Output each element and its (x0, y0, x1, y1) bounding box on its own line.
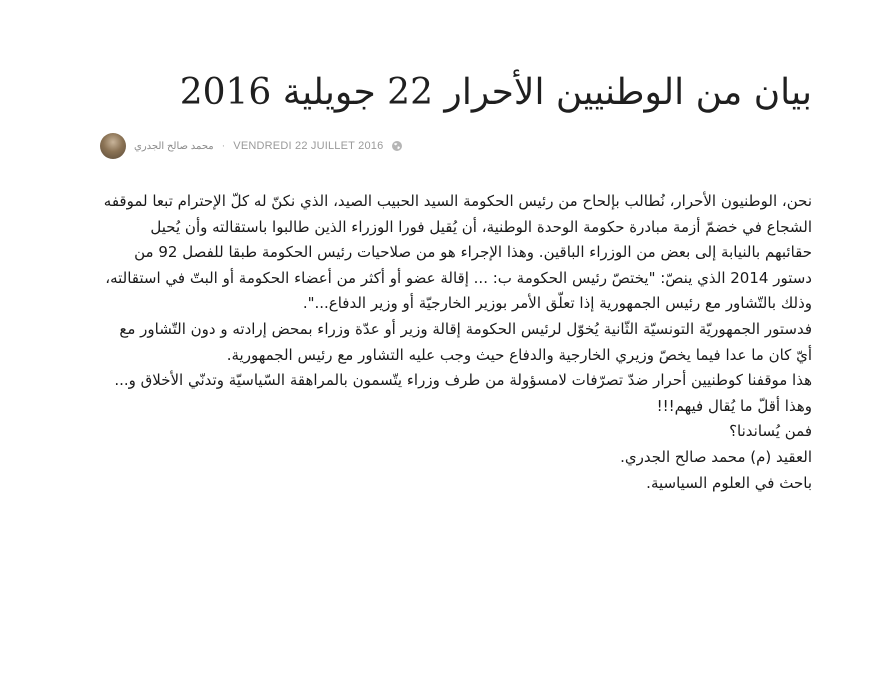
body-paragraph: فمن يُساندنا؟ (729, 422, 812, 441)
article-body (100, 189, 812, 496)
author-avatar[interactable] (100, 133, 126, 159)
article-meta (100, 130, 812, 162)
globe-icon (391, 140, 403, 152)
meta-separator: · (221, 140, 226, 152)
article (100, 60, 812, 496)
post-date[interactable]: VENDREDI 22 JUILLET 2016 (233, 140, 384, 152)
body-paragraph: فدستور الجمهوريّة التونسيّة الثّانية يُخوّل لرئيس الحكومة إقالة وزير أو عدّة وزراء بمحض إرادته و دون التّشاور مع أيّ كان ما عدا فيما يخصّ وزيري الخارجية والدفاع حيث وجب عليه التشاور مع رئيس الجمهورية. (119, 319, 812, 364)
body-paragraph: نحن، الوطنيون الأحرار، نُطالب بإلحاح من رئيس الحكومة السيد الحبيب الصيد، الذي نكنّ له كلّ الإحترام تبعا لموقفه الشجاع في خضمّ أزمة مبادرة حكومة الوحدة الوطنية، أن يُقيل فورا الوزراء الذين طالبوا باستقالته وأن يُحيل حقائبهم بالنيابة إلى بعض من الوزراء الباقين. وهذا الإجراء هو من صلاحيات رئيس الحكومة طبقا للفصل 92 من دستور 2014 الذي ينصّ: "يختصّ رئيس الحكومة ب: ... إقالة عضو أو أكثر من أعضاء الحكومة أو البتّ في استقالته، وذلك بالتّشاور مع رئيس الجمهورية إذا تعلّق الأمر بوزير الخارجيّة أو وزير الدفاع...". (103, 192, 812, 313)
article-title: بيان من الوطنيين الأحرار 22 جويلية 2016 (179, 72, 812, 113)
author-name[interactable]: محمد صالح الجدري (134, 140, 214, 152)
signature-title: باحث في العلوم السياسية. (646, 473, 812, 492)
signature-line: العقيد (م) محمد صالح الجدري. (620, 447, 812, 466)
body-paragraph: هذا موقفنا كوطنيين أحرار ضدّ تصرّفات لامسؤولة من طرف وزراء يتّسمون بالمراهقة السّياسيّة وتدنّي الأخلاق و... وهذا أقلّ ما يُقال فيهم!!! (114, 371, 812, 415)
